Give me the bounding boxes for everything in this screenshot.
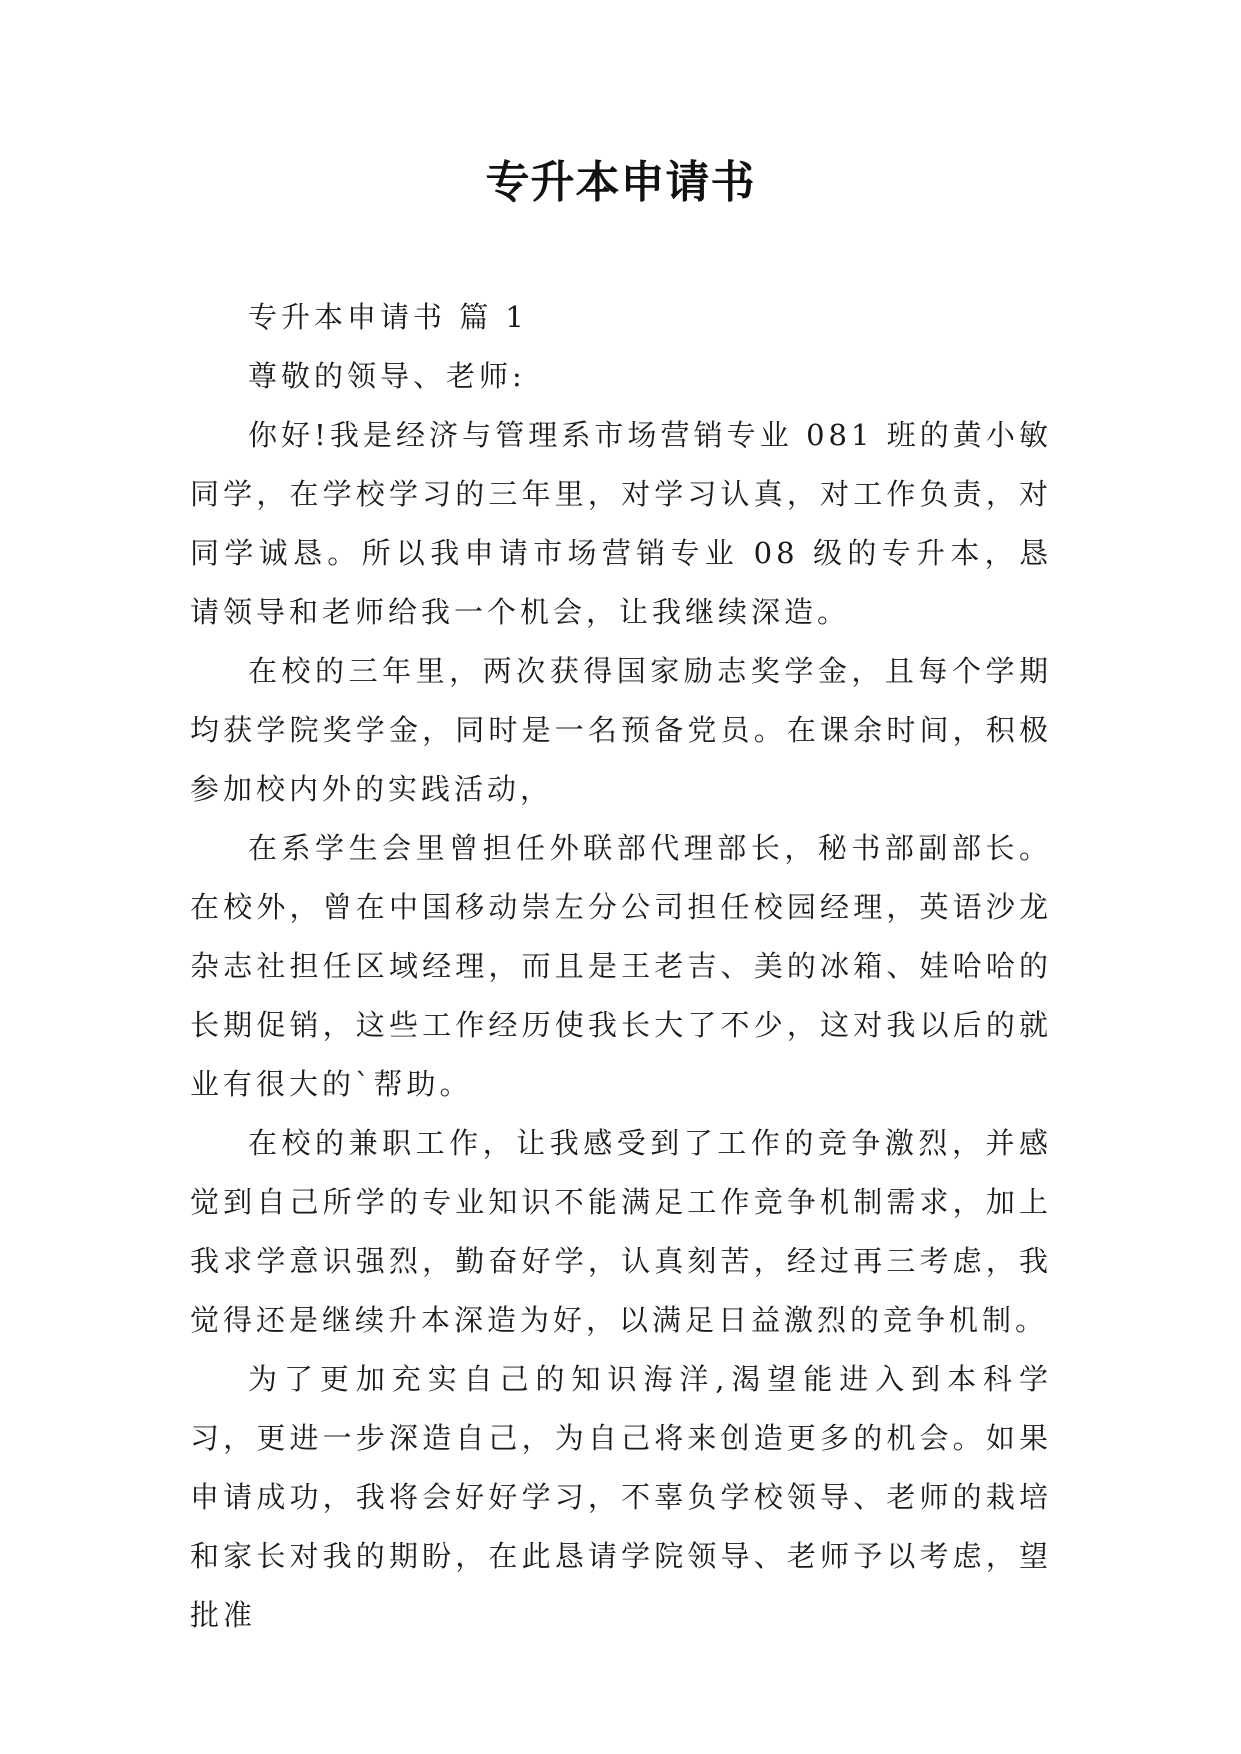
body-paragraph: 在系学生会里曾担任外联部代理部长，秘书部副部长。在校外，曾在中国移动崇左分公司担任校园经理，英语沙龙杂志社担任区域经理，而且是王老吉、美的冰箱、娃哈哈的长期促销，这些工作经历使我长大了不少，这对我以后的就业有很大的`帮助。 [190, 831, 1052, 1101]
body-paragraph: 在校的三年里，两次获得国家励志奖学金，且每个学期均获学院奖学金，同时是一名预备党员。在课余时间，积极参加校内外的实践活动， [190, 654, 1052, 806]
document-title: 专升本申请书 [485, 157, 756, 208]
body-paragraph: 为了更加充实自己的知识海洋,渴望能进入到本科学习，更进一步深造自己，为自己将来创造更多的机会。如果申请成功，我将会好好学习，不辜负学校领导、老师的栽培和家长对我的期盼，在此恳请学院领导、老师予以考虑，望批准 [190, 1362, 1052, 1632]
section-heading: 专升本申请书 篇 1 [248, 300, 528, 334]
salutation: 尊敬的领导、老师: [248, 359, 526, 393]
document-body [190, 288, 1052, 1645]
body-paragraph: 在校的兼职工作，让我感受到了工作的竞争激烈，并感觉到自己所学的专业知识不能满足工作竞争机制需求，加上我求学意识强烈，勤奋好学，认真刻苦，经过再三考虑，我觉得还是继续升本深造为好，以满足日益激烈的竞争机制。 [190, 1126, 1052, 1337]
body-paragraph: 你好!我是经济与管理系市场营销专业 081 班的黄小敏同学，在学校学习的三年里，对学习认真，对工作负责，对同学诚恳。所以我申请市场营销专业 08 级的专升本，恳请领导和老师给我一个机会，让我继续深造。 [190, 418, 1052, 629]
